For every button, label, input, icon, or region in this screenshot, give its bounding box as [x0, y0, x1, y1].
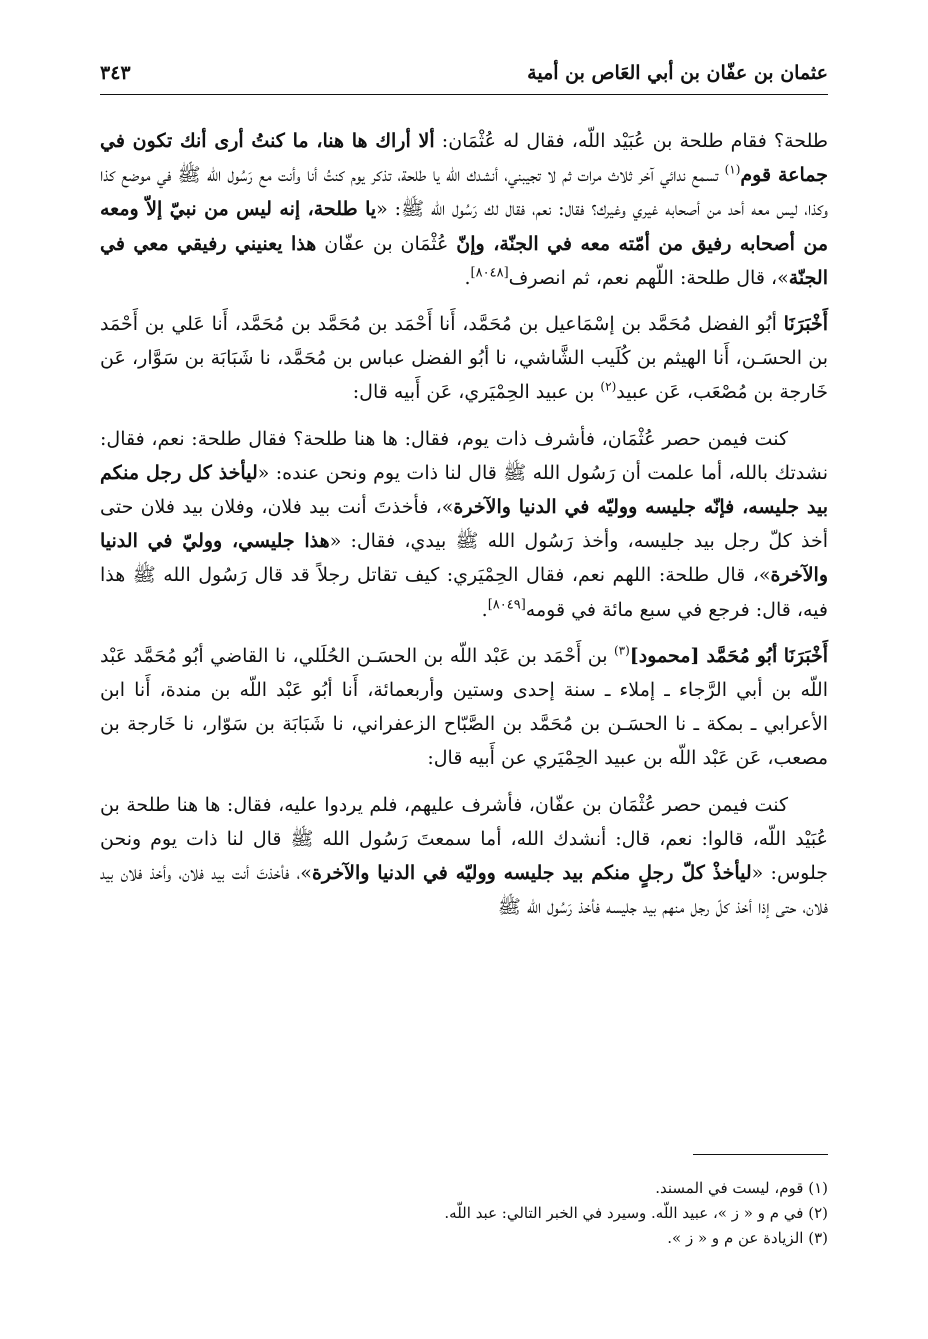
footnote-text: الزيادة عن م و « ز ». — [667, 1229, 809, 1247]
text-segment: عُثْمَان بن عفّان — [316, 232, 457, 255]
footnote-marker: (١) — [724, 162, 741, 177]
text-segment: بن عبيد الحِمْيَري، عَن أَبيه قال: — [352, 381, 601, 404]
footnote-divider — [693, 1154, 828, 1155]
bold-text: أَخْبَرَنَا — [783, 313, 828, 336]
bold-text: ألا أراك ها هنا، ما كنتُ أرى أنك تكون في جماعة قوم — [100, 130, 828, 187]
reference-number: [٨٠٤٨] — [470, 265, 509, 281]
running-title: عثمان بن عفّان بن أبي العَاص بن أمية — [527, 62, 828, 84]
footnote-marker: (٢) — [600, 380, 617, 395]
footnote-text: قوم، ليست في المسند. — [655, 1179, 809, 1197]
footnote-number: (١) — [808, 1179, 828, 1197]
paragraph — [100, 639, 828, 776]
bold-text: ليأخذْ كلّ رجلٍ منكم بيد جليسه ووليّه في الدنيا والآخرة — [311, 862, 752, 885]
text-segment: »، قال طلحة: اللّهم نعم، ثم انصرف — [508, 266, 789, 289]
text-segment: كنت فيمن حصر عُثْمَان، فأشرف ذات يوم، فقال: ها هنا طلحة؟ فقال طلحة: نعم، فقال: نشدتك بالله، أما علمت أن رَسُول الله ﷺ قال لنا ذات يوم ونحن عنده: « — [100, 427, 828, 484]
bold-text: أَخْبَرَنَا — [783, 644, 829, 667]
bold-text: ليأخذ كل رجل منكم بيد جليسه، فإنّه جليسه ووليّه في الدنيا والآخرة — [100, 461, 828, 519]
page-number: ٣٤٣ — [100, 62, 131, 84]
text-segment: تسمع ندائي آخر ثلاث مرات ثم لا تجيبني، أنشدك الله يا طلحة، تذكر يوم كنتُ أنا وأنت مع رَسُول الله ﷺ في موضع كذا وكذا، ليس معه أحد من أصحابه غيري وغيرك؟ فقال: نعم، فقال لك رَسُول الله ﷺ: « — [100, 164, 828, 221]
text-segment: »، فأخذتَ أنت بيد فلان، وفلان بيد فلان حتى أخذ كلّ رجل بيد جليسه، وأخذ رَسُول الله ﷺ بيدي، فقال: « — [100, 496, 829, 553]
text-segment: طلحة؟ فقام طلحة بن عُبَيْد اللّه، فقال له عُثْمَان: — [434, 130, 828, 152]
bold-text: يا طلحة، إنه ليس من نبيّ إلاّ ومعه من أصحابه رفيق من أمّته معه في الجنّة، وإنّ — [100, 198, 829, 255]
bold-text: هذا يعنيني رفيقي معي في الجنّة — [100, 232, 828, 289]
text-segment: . — [464, 266, 471, 289]
footnote-number: (٣) — [808, 1229, 828, 1247]
text-segment: أبُو الفضل مُحَمَّد بن إسْمَاعيل بن مُحَمَّد، أَنا أَحْمَد بن مُحَمَّد بن مُحَمَّد، أَنا عَلي بن أَحْمَد بن الحسَـن، أَنا الهيثم بن كُلَيب الشَّاشي، نا أبُو الفضل عباس بن مُحَمَّد، نا شَبَابَة بن سَوَّار، عَن خَارجة بن مُصْعَب، عَن عبيد — [100, 313, 828, 404]
footnote-text: في م و « ز »، عبيد اللّه. وسيرد في الخبر التالي: عبد اللّه. — [444, 1204, 809, 1222]
paragraph — [100, 788, 828, 925]
main-text — [100, 124, 828, 936]
footnote-item — [100, 1226, 828, 1251]
footnote-item — [100, 1176, 828, 1201]
bold-text: هذا جليسي، ووليّ في الدنيا والآخرة — [100, 530, 828, 587]
footnote-number: (٢) — [808, 1204, 828, 1222]
paragraph — [100, 422, 828, 627]
text-segment: كنت فيمن حصر عُثْمَان بن عفّان، فأشرف عليهم، فلم يردوا عليه، فقال: ها هنا طلحة بن عُبَيْد اللّه، قالوا: نعم، قال: أنشدك الله، أما سمعتَ رَسُول الله ﷺ قال لنا ذات يوم ونحن جلوس: « — [100, 793, 828, 885]
paragraph — [100, 307, 828, 410]
bold-text: أبُو مُحَمَّد [محمود] — [629, 644, 778, 667]
footnote-item — [100, 1201, 828, 1226]
text-segment: »، فأخذتَ أنت بيد فلان، وأخذ فلان بيد فلان، حتى إذا أخذ كلّ رجل منهم بيد جليسه فأخذ رَسُول الله ﷺ — [100, 862, 828, 919]
page-header — [100, 56, 828, 95]
footnote-marker: (٣) — [613, 643, 630, 658]
text-segment: . — [481, 598, 488, 621]
reference-number: [٨٠٤٩] — [487, 597, 526, 613]
text-segment: بن أَحْمَد بن عَبْد اللّه بن الحسَـن الحُلَلي، نا القاضي أبُو مُحَمَّد عَبْد اللّه بن أبي الرَّجاء ـ إملاء ـ سنة إحدى وستين وأربعمائة، أَنا أبُو عَبْد اللّه بن مندة، أَنا ابن الأعرابي ـ بمكة ـ نا الحسَـن بن مُحَمَّد بن الصَّبّاح الزعفراني، نا شَبَابَة بن سَوّار، نا خَارجة بن مصعب، عَن عَبْد اللّه بن عبيد الحِمْيَري عن أَبيه قال: — [100, 644, 828, 770]
paragraph — [100, 124, 828, 295]
text-segment: »، قال طلحة: اللهم نعم، فقال الحِمْيَري: كيف تقاتل رجلاً قد قال رَسُول الله ﷺ هذا فيه، قال: فرجع في سبع مائة في قومه — [100, 564, 828, 621]
